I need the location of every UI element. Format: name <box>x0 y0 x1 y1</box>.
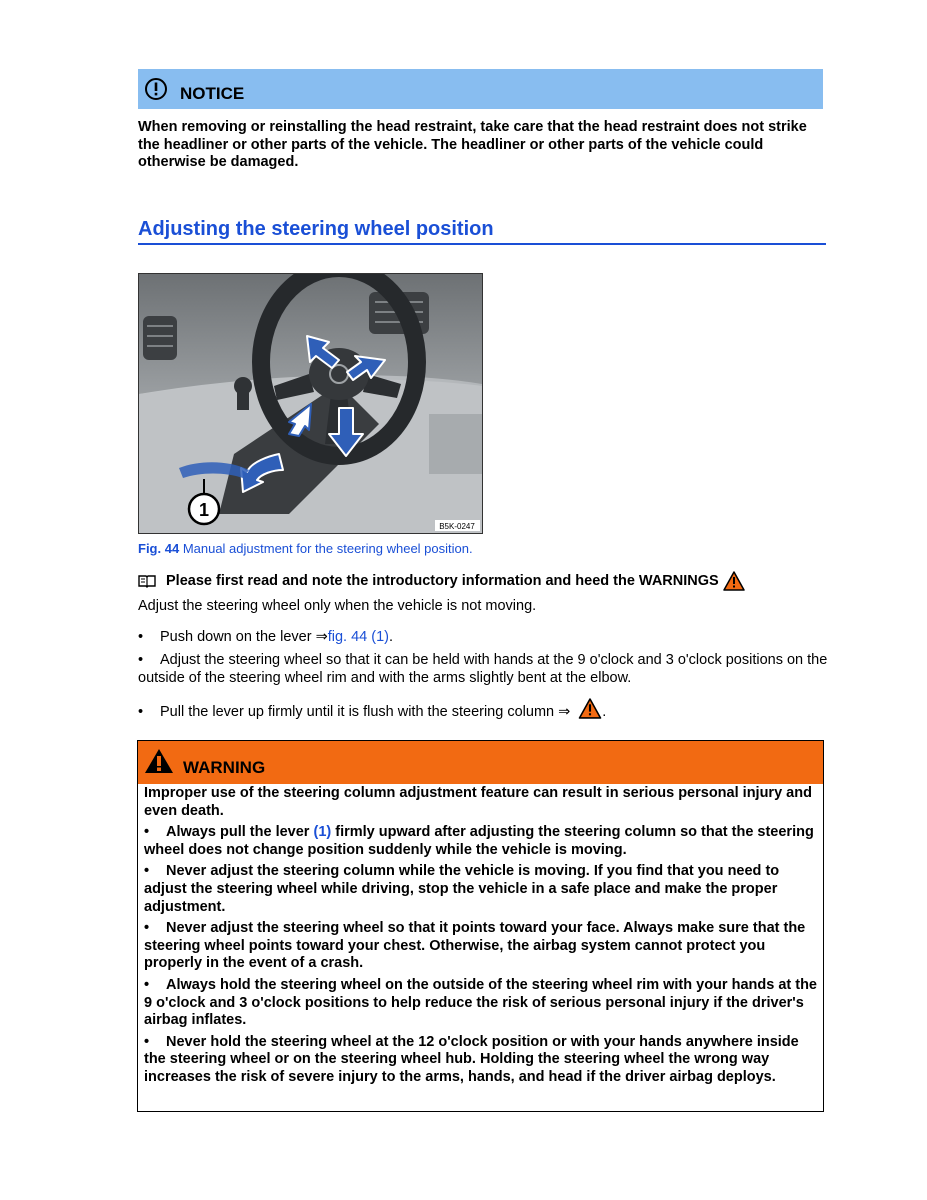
warning-item-4: Always hold the steering wheel on the outside of the steering wheel rim with your hands at the 9 o'clock and 3 o'clock positions to help reduce the risk of serious personal injury if the driver's airbag inflates. <box>144 976 817 1029</box>
warning-item-2: Never adjust the steering column while the vehicle is moving. If you find that you need to adjust the steering wheel while driving, stop the vehicle in a safe place and make the proper adjustment. <box>144 863 780 915</box>
bullet: • <box>138 704 144 720</box>
warning-item-1-pre: Always pull the lever <box>166 824 310 841</box>
warning-item-1-post: firmly upward after adjusting the steering column so that the steering wheel does not change position suddenly while the vehicle is moving. <box>144 824 814 858</box>
intro-line <box>138 571 745 591</box>
instruction-lead: Adjust the steering wheel only when the vehicle is not moving. <box>138 598 537 614</box>
warning-title: WARNING <box>183 758 266 777</box>
bullet: • <box>144 824 150 841</box>
warning-item <box>144 977 817 1030</box>
warning-item <box>144 824 817 859</box>
step1-end: . <box>388 629 394 645</box>
bullet: • <box>144 1033 150 1050</box>
warning-box <box>137 740 824 1112</box>
warning-item-3: Never adjust the steering wheel so that it points toward your face. Always make sure that the steering wheel points toward your chest. Otherwise, the airbag system cannot protect you properly in the event of a crash. <box>144 920 806 972</box>
figure-caption-text: Manual adjustment for the steering wheel position. <box>182 541 473 556</box>
list-item <box>138 698 828 722</box>
bullet: • <box>144 920 150 937</box>
exclamation-circle-icon <box>144 77 168 101</box>
warning-triangle-icon <box>144 748 174 774</box>
warning-item <box>144 863 817 916</box>
bullet: • <box>144 863 150 880</box>
intro-text: Please first read and note the introductory information and heed the WARNINGS <box>166 573 719 589</box>
warning-item-5: Never hold the steering wheel at the 12 o'clock position or with your hands anywhere inside the steering wheel or on the steering wheel hub. Holding the steering wheel the wrong way increases the risk of severe injury to the arms, hands, and head if the driver airbag deploys. <box>144 1033 799 1085</box>
bullet: • <box>138 629 144 645</box>
fig-reference-link[interactable]: fig. 44 (1) <box>327 629 389 645</box>
list-item <box>138 652 828 687</box>
warning-triangle-icon[interactable] <box>578 698 602 719</box>
warning-triangle-icon[interactable] <box>723 571 745 591</box>
notice-body: When removing or reinstalling the head restraint, take care that the head restraint does not strike the headliner or other parts of the vehicle. The headliner or other parts of the vehicle could otherwise be damaged. <box>138 119 807 170</box>
bullet: • <box>144 976 150 993</box>
steering-wheel-figure <box>138 273 483 534</box>
notice-title: NOTICE <box>180 84 245 103</box>
warning-banner <box>138 741 823 784</box>
step3-text: Pull the lever up firmly until it is flush with the steering column ⇒ <box>160 704 571 720</box>
warning-item <box>144 1034 817 1087</box>
warning-intro: Improper use of the steering column adjustment feature can result in serious personal injury and even death. <box>144 785 812 819</box>
bullet: • <box>138 652 144 668</box>
step3-end: . <box>602 704 607 720</box>
book-icon <box>138 574 156 588</box>
step2-text: Adjust the steering wheel so that it can be held with hands at the 9 o'clock and 3 o'clock positions on the outside of the steering wheel rim and with the arms slightly bent at the elbow. <box>138 652 828 686</box>
notice-banner <box>138 69 823 109</box>
callout-number: 1 <box>198 500 210 520</box>
warning-content <box>138 784 823 1087</box>
figure-caption <box>138 541 473 556</box>
section-heading: Adjusting the steering wheel position <box>138 218 826 245</box>
figure-number: Fig. 44 <box>138 541 180 556</box>
step1-text: Push down on the lever ⇒ <box>160 629 328 645</box>
list-item <box>138 629 828 647</box>
image-code: B5K-0247 <box>439 522 475 531</box>
warning-item <box>144 920 817 973</box>
lever-reference-link[interactable]: (1) <box>313 824 332 841</box>
